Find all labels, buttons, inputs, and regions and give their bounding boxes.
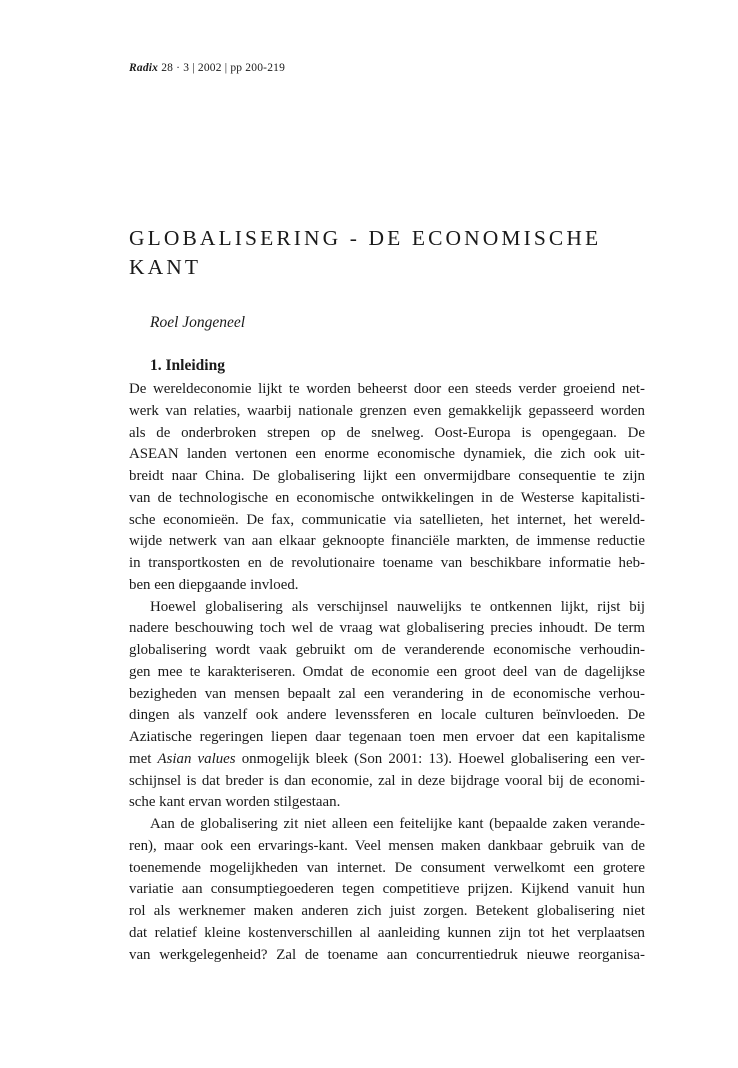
running-head xyxy=(129,62,285,74)
text-line: ren), maar ook een ervarings-kant. Veel mensen maken dankbaar gebruik van de xyxy=(129,837,645,854)
text-line: wijde netwerk van aan elkaar geknoopte financiële markten, de immense reductie xyxy=(129,533,645,550)
text-line: dingen als vanzelf ook andere levenssferen en locale culturen beïnvloeden. De xyxy=(129,707,645,724)
text-line: Hoewel globalisering als verschijnsel nauwelijks te ontkennen lijkt, rijst bij xyxy=(150,598,645,615)
text-line: dat relatief kleine kostenverschillen al aanleiding kunnen zijn tot het verplaatsen xyxy=(129,924,645,941)
text-line: van de technologische en economische ontwikkelingen in de Westerse kapitalisti- xyxy=(129,489,645,506)
journal-name: Radix xyxy=(129,62,159,74)
article-title: GLOBALISERING - DE ECONOMISCHE KANT xyxy=(129,226,602,279)
body-text xyxy=(129,379,645,966)
text-line: sche kant ervan worden stilgestaan. xyxy=(129,794,341,811)
text-line: werk van relaties, waarbij nationale grenzen even gemakkelijk gepasseerd worden xyxy=(129,402,645,419)
text-line: rol als werknemer maken anderen zich juist zorgen. Betekent globalisering niet xyxy=(129,903,645,919)
text-line: schijnsel is dat breder is dan economie, zal in deze bijdrage vooral bij de economi- xyxy=(129,772,645,789)
text-line: toenemende mogelijkheden van internet. De consument verwelkomt een grotere xyxy=(129,859,645,876)
text-line: als de onderbroken strepen op de snelweg. Oost-Europa is opengegaan. De xyxy=(129,424,645,441)
text-line: in transportkosten en de revolutionaire toename van beschikbare informatie heb- xyxy=(129,555,645,571)
text-line: De wereldeconomie lijkt te worden beheerst door een steeds verder groeiend net- xyxy=(129,381,645,397)
text-line: sche economieën. De fax, communicatie via satellieten, het internet, het wereld- xyxy=(129,511,645,528)
text-line: Aan de globalisering zit niet alleen een feitelijke kant (bepaalde zaken verande- xyxy=(150,816,645,832)
text-line: Aziatische regeringen liepen daar tegenaan toen men ervoer dat een kapitalisme xyxy=(129,729,645,745)
text-line: van werkgelegenheid? Zal de toename aan concurrentiedruk nieuwe reorganisa- xyxy=(129,946,645,963)
text-line: gen mee te karakteriseren. Omdat de economie een groot deel van de dagelijkse xyxy=(129,663,645,680)
section-heading: 1. Inleiding xyxy=(150,357,225,374)
author-name: Roel Jongeneel xyxy=(150,314,246,331)
italic-term: Asian values xyxy=(157,750,236,767)
journal-citation: 28 · 3 | 2002 | pp 200-219 xyxy=(161,62,286,74)
text-line: ben een diepgaande invloed. xyxy=(129,576,299,593)
text-line: nadere beschouwing toch wel de vraag wat globalisering precies inhoudt. De term xyxy=(129,620,645,637)
text-fragment: onmogelijk bleek (Son 2001: 13). Hoewel globalisering een ver- xyxy=(235,750,645,767)
text-line: bezigheden van mensen bepaalt zal een verandering in de economische verhou- xyxy=(129,685,645,702)
text-fragment: met xyxy=(129,750,158,767)
text-line: ASEAN landen vertonen een enorme economische dynamiek, die zich ook uit- xyxy=(129,446,645,463)
text-line: globalisering wordt vaak gebruikt om de veranderende economische verhoudin- xyxy=(129,642,645,658)
text-line: variatie aan consumptiegoederen tegen competitieve prijzen. Kijkend vanuit hun xyxy=(129,881,645,898)
text-line-with-italic xyxy=(129,749,645,771)
text-line: breidt naar China. De globalisering lijkt een onvermijdbare consequentie te zijn xyxy=(129,468,645,484)
